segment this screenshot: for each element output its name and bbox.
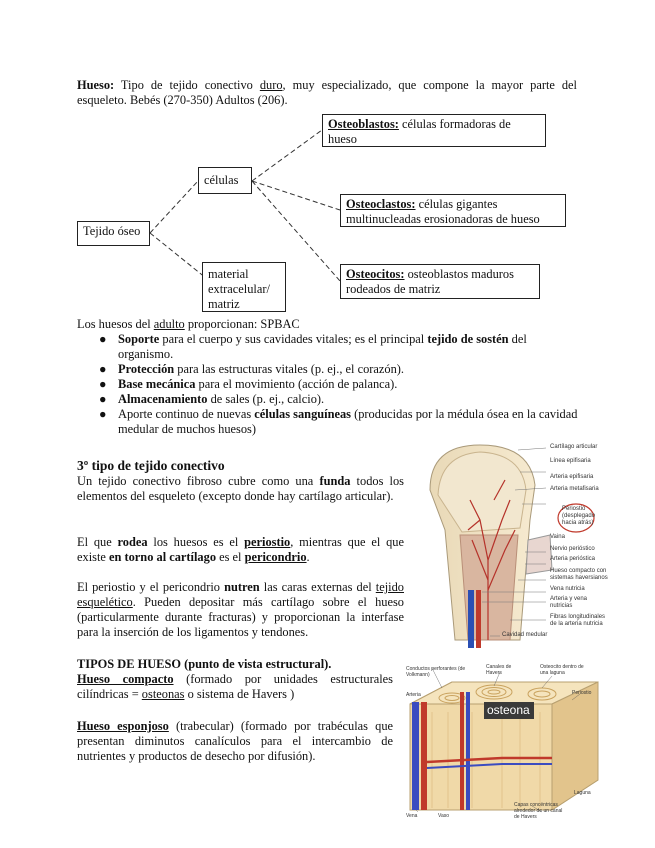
bone-label: Arteria perióstica bbox=[550, 556, 596, 562]
bone-label: Periostio (desplegado hacia atrás) bbox=[562, 506, 596, 526]
osteon-label: Laguna bbox=[574, 790, 591, 796]
list-item: ● Protección para las estructuras vitales (p. ej., el corazón). bbox=[99, 362, 405, 376]
osteon-label: Osteocito dentro de una laguna bbox=[540, 664, 584, 676]
intro-paragraph: Hueso: Tipo de tejido conectivo duro, muy especializado, que compone la mayor parte del esqueleto. Bebés (270-350) Adultos (206). bbox=[77, 78, 578, 107]
third-p2: El que rodea los huesos es el periostio, mientras que el que existe en torno al cartílago es el pericondrio. bbox=[77, 535, 404, 564]
types-compact: Hueso compacto (formado por unidades estructurales cilíndricas = osteonas o sistema de Havers ) bbox=[77, 672, 393, 701]
osteon-label: Vena bbox=[406, 813, 418, 819]
bone-label: Hueso compacto con sistemas haversianos bbox=[550, 568, 608, 581]
concept-map-lines bbox=[0, 0, 655, 320]
third-heading: 3º tipo de tejido conectivo bbox=[77, 458, 225, 473]
bone-figure bbox=[410, 440, 610, 650]
third-p1: Un tejido conectivo fibroso cubre como una funda todos los elementos del esqueleto (excepto donde hay cartílago articular). bbox=[77, 474, 404, 503]
osteon-label: Vaso bbox=[438, 813, 450, 819]
osteon-figure bbox=[402, 662, 604, 822]
diagram-osteocitos-box: Osteocitos: osteoblastos maduros rodeados de matriz bbox=[340, 264, 540, 299]
bone-label: Cartílago articular bbox=[550, 444, 598, 450]
bullet-icon: ● bbox=[99, 332, 107, 346]
bone-label: Arteria metafisaria bbox=[550, 486, 599, 492]
list-item: ● Base mecánica para el movimiento (acción de palanca). bbox=[99, 377, 398, 391]
bone-label: Cavidad medular bbox=[502, 632, 548, 638]
functions-lead: Los huesos del adulto proporcionan: SPBAC bbox=[77, 317, 300, 331]
bone-label: Arteria epifisaria bbox=[550, 474, 594, 480]
diagram-cells-box: células bbox=[198, 167, 252, 194]
osteon-label: Arteria bbox=[406, 692, 421, 698]
diagram-osteoclastos-box: Osteoclastos: células gigantes multinucleadas erosionadoras de hueso bbox=[340, 194, 566, 227]
intro-underlined: duro bbox=[259, 78, 283, 92]
list-item: ● Almacenamiento de sales (p. ej., calcio). bbox=[99, 392, 325, 406]
bone-label: Vaina bbox=[550, 534, 565, 540]
diagram-osteoblastos-box: Osteoblastos: células formadoras de hueso bbox=[322, 114, 546, 147]
bullet-icon: ● bbox=[99, 407, 107, 421]
bone-label: Vena nutricia bbox=[550, 586, 585, 592]
bullet-icon: ● bbox=[99, 377, 107, 391]
types-heading: TIPOS DE HUESO (punto de vista estructural). bbox=[77, 657, 332, 671]
intro-term: Hueso: bbox=[77, 78, 115, 92]
diagram-matrix-box: material extracelular/ matriz bbox=[202, 262, 286, 312]
types-spongy: Hueso esponjoso (trabecular) (formado por trabéculas que presentan diminutos canalículos para el intercambio de nutrientes y productos de desecho por difusión). bbox=[77, 719, 394, 763]
diagram-root-box: Tejido óseo bbox=[77, 221, 150, 246]
bone-label: Nervio perióstico bbox=[550, 546, 595, 552]
osteona-label: osteona bbox=[487, 703, 530, 717]
bone-label: Fibras longitudinales de la arteria nutricia bbox=[550, 614, 606, 627]
bullet-icon: ● bbox=[99, 362, 107, 376]
bone-label: Arteria y vena nutricias bbox=[550, 596, 588, 609]
functions-list bbox=[77, 332, 579, 437]
osteon-label: Capas concéntricas alrededor de un canal de Havers bbox=[514, 802, 563, 820]
list-item: ● Aporte continuo de nuevas células sanguíneas (producidas por la médula ósea en la cavidad medular de muchos huesos) bbox=[99, 407, 578, 436]
list-item: ● Soporte para el cuerpo y sus cavidades vitales; es el principal tejido de sostén del organismo. bbox=[99, 332, 527, 361]
osteon-label: Conductos perforantes (de Volkmann) bbox=[406, 666, 466, 678]
third-p3: El periostio y el pericondrio nutren las caras externas del tejido esquelético. Pueden depositar más cartílago sobre el hueso (particularmente durante fracturas) y proporcionan la interfase para la inserción de los ligamentos y tendones. bbox=[77, 580, 404, 639]
osteon-illustration bbox=[402, 662, 604, 822]
osteon-label: Canales de Havers bbox=[486, 664, 512, 676]
osteon-label: Periostio bbox=[572, 690, 592, 696]
bone-label: Línea epifisaria bbox=[550, 458, 591, 464]
bullet-icon: ● bbox=[99, 392, 107, 406]
